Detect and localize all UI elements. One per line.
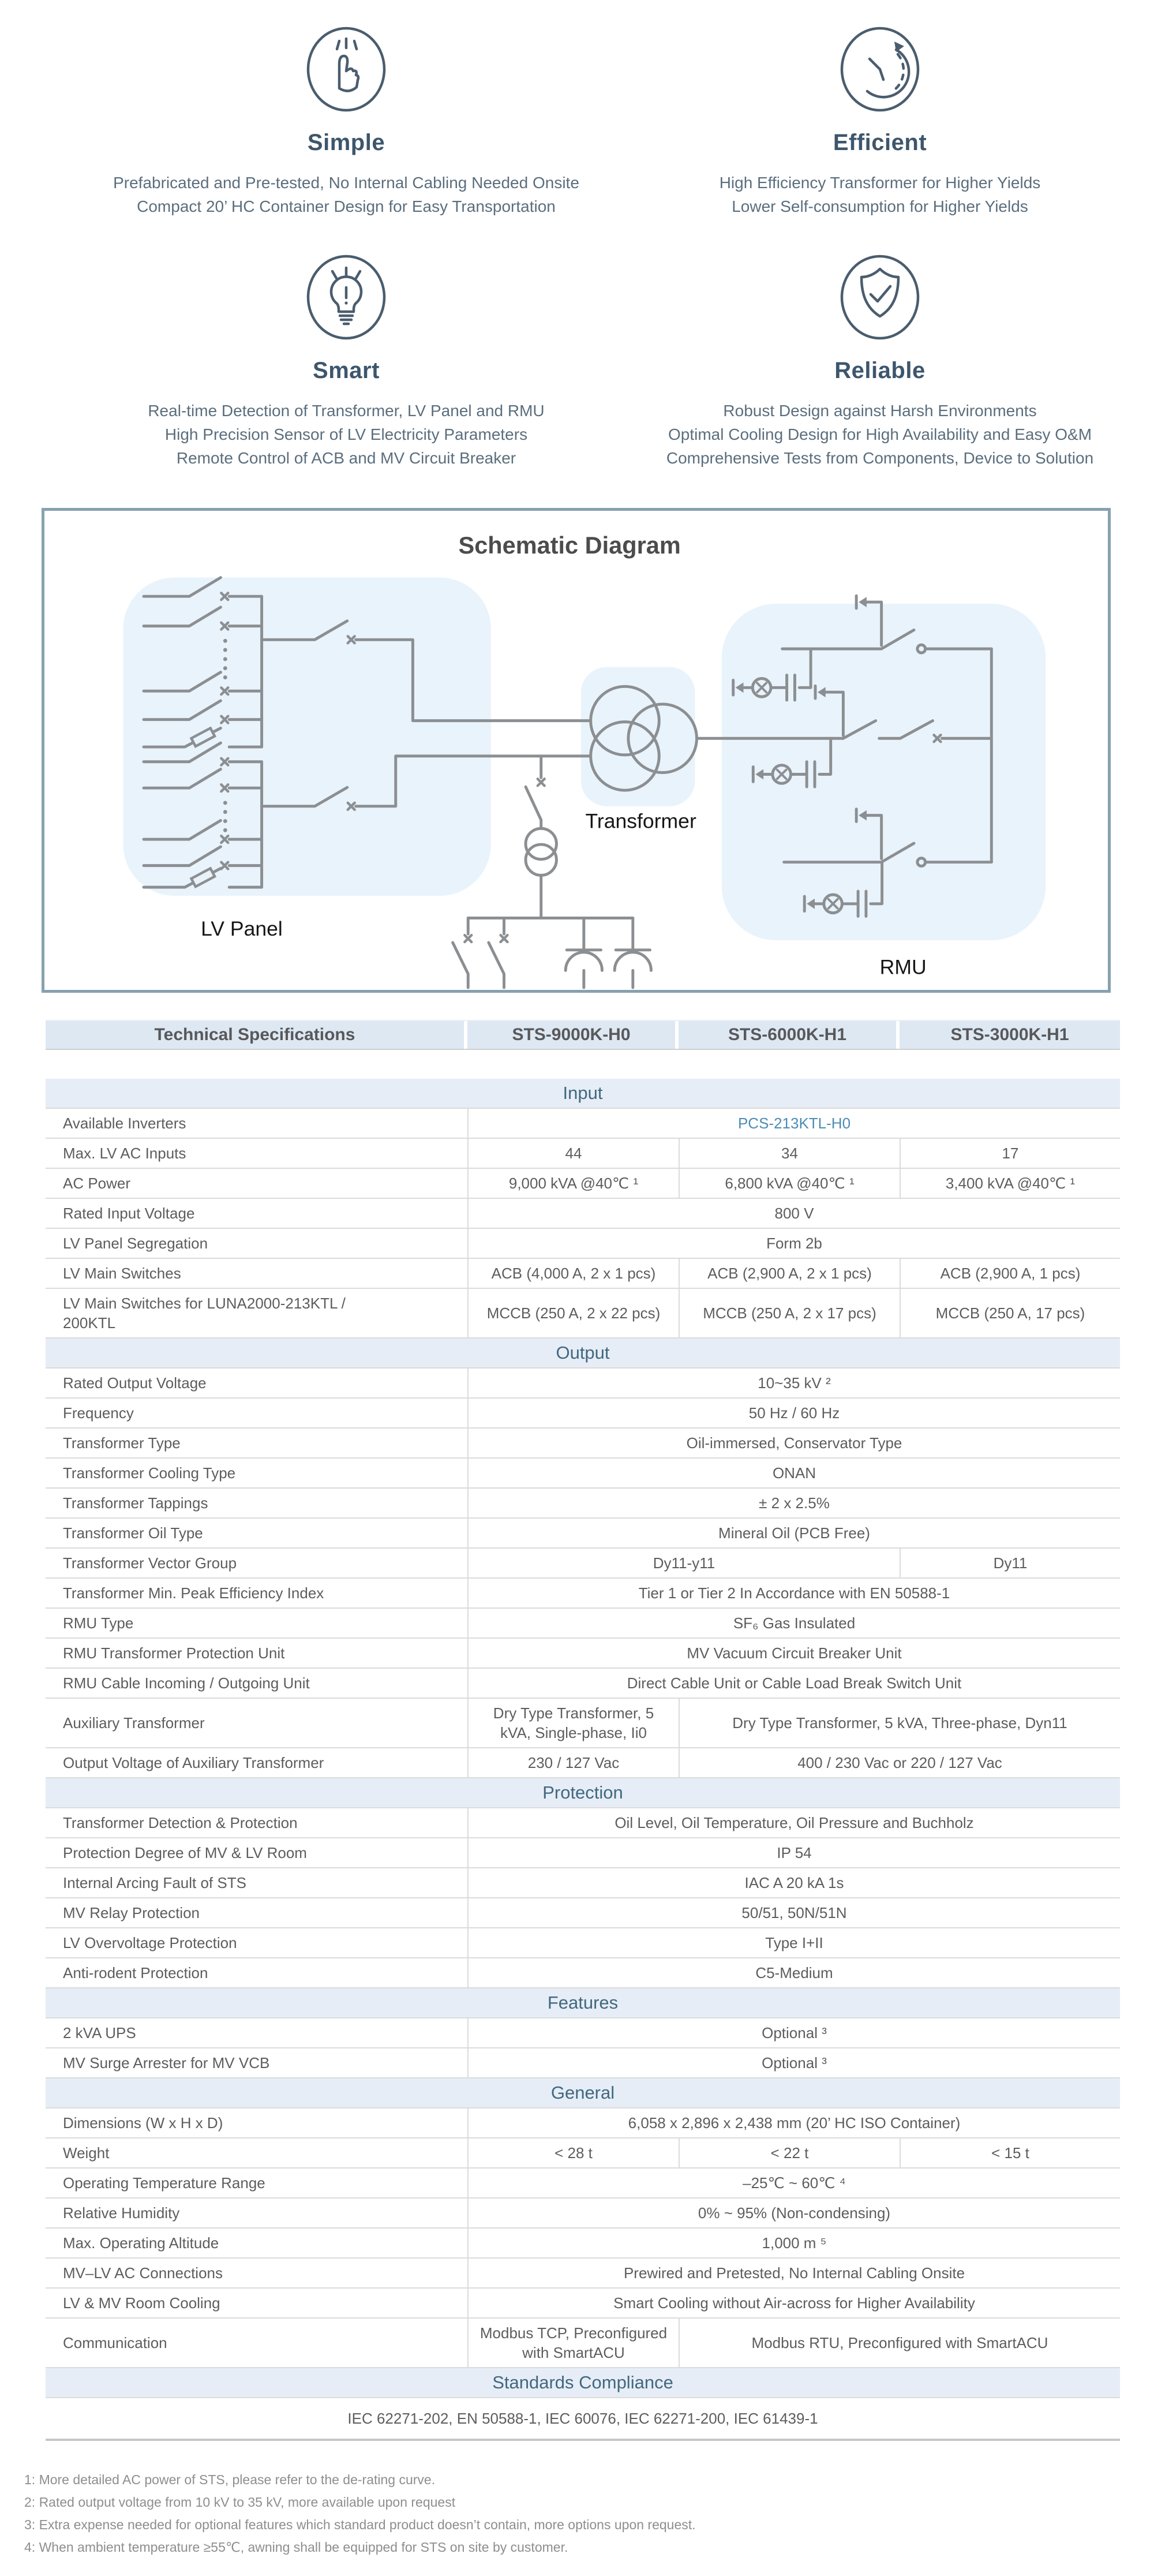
table-row (46, 2108, 1120, 2138)
spec-label: Transformer Detection & Protection (63, 1814, 298, 1831)
feature-description (0, 171, 692, 218)
spec-label: Operating Temperature Range (63, 2174, 265, 2192)
spec-label: Rated Input Voltage (63, 1205, 195, 1222)
feature-line: Remote Control of ACB and MV Circuit Breaker (176, 449, 516, 467)
spec-value: Tier 1 or Tier 2 In Accordance with EN 50588-1 (467, 1579, 1120, 1607)
spec-value: ± 2 x 2.5% (467, 1489, 1120, 1517)
spec-value: Direct Cable Unit or Cable Load Break Switch Unit (467, 1669, 1120, 1698)
spec-label: Transformer Min. Peak Efficiency Index (63, 1584, 324, 1602)
spec-value: Modbus RTU, Preconfigured with SmartACU (679, 2319, 1120, 2367)
footnote: 1: More detailed AC power of STS, please refer to the de-rating curve. (24, 2472, 436, 2487)
feature-line: Real-time Detection of Transformer, LV Panel and RMU (148, 402, 545, 420)
spec-value: 3,400 kVA @40℃ ¹ (900, 1169, 1120, 1198)
header-model-3: STS-3000K-H1 (950, 1025, 1069, 1044)
rmu-area (722, 604, 1046, 940)
feature-card-reliable (606, 254, 1154, 470)
section-row: Output (46, 1339, 1120, 1369)
spec-table-body (46, 1079, 1120, 2441)
spec-value: < 28 t (467, 2138, 679, 2167)
table-row (46, 1898, 1120, 1928)
spec-value: Smart Cooling without Air-across for Higher Availability (467, 2289, 1120, 2317)
spec-value: PCS-213KTL-H0 (467, 1109, 1120, 1138)
spec-label: LV & MV Room Cooling (63, 2294, 220, 2312)
feature-line: High Efficiency Transformer for Higher Yields (719, 174, 1041, 192)
spec-value: C5-Medium (467, 1958, 1120, 1987)
table-row (46, 2018, 1120, 2048)
surge-arrester-symbol (565, 918, 602, 988)
feature-title: Smart (313, 358, 380, 383)
table-row (46, 1429, 1120, 1459)
spec-value: 9,000 kVA @40℃ ¹ (467, 1169, 679, 1198)
spec-value: Dy11 (900, 1549, 1120, 1577)
spec-value: MCCB (250 A, 2 x 22 pcs) (467, 1289, 679, 1337)
spec-label: Protection Degree of MV & LV Room (63, 1844, 307, 1861)
spec-value: ACB (2,900 A, 1 pcs) (900, 1259, 1120, 1288)
schematic-panel (42, 508, 1111, 993)
feature-title: Reliable (834, 358, 926, 383)
spec-label: LV Main Switches (63, 1265, 181, 1282)
spec-value: 230 / 127 Vac (467, 1748, 679, 1777)
spec-value: IP 54 (467, 1838, 1120, 1867)
section-row: General (46, 2078, 1120, 2108)
feature-title: Simple (307, 130, 385, 155)
feature-description (0, 399, 692, 470)
table-row (46, 1139, 1120, 1169)
table-row (46, 1868, 1120, 1898)
spec-value: 17 (900, 1139, 1120, 1168)
table-row (46, 1958, 1120, 1988)
feature-line: High Precision Sensor of LV Electricity Parameters (164, 425, 528, 443)
spec-label: AC Power (63, 1175, 131, 1192)
feature-card-smart (0, 254, 692, 470)
table-row (46, 2259, 1120, 2289)
spec-label: Weight (63, 2144, 110, 2162)
footnote: 4: When ambient temperature ≥55℃, awning shall be equipped for STS on site by customer. (24, 2540, 568, 2555)
spec-label: Auxiliary Transformer (63, 1714, 205, 1732)
feature-description (606, 399, 1154, 470)
footnote: 2: Rated output voltage from 10 kV to 35 kV, more available upon request (24, 2495, 456, 2510)
section-row: Input (46, 1079, 1120, 1109)
transformer-label: Transformer (585, 809, 696, 833)
feature-line: Lower Self-consumption for Higher Yields (732, 197, 1028, 215)
spec-value: 50 Hz / 60 Hz (467, 1399, 1120, 1427)
table-row (46, 2199, 1120, 2229)
spec-label: Dimensions (W x H x D) (63, 2114, 223, 2132)
table-row (46, 1699, 1120, 1748)
lightbulb-icon (306, 254, 387, 341)
feature-line: Compact 20’ HC Container Design for Easy Transportation (137, 197, 556, 215)
spec-value: 400 / 230 Vac or 220 / 127 Vac (679, 1748, 1120, 1777)
spec-label: Internal Arcing Fault of STS (63, 1874, 246, 1891)
clock-icon (840, 26, 920, 113)
spec-value: Prewired and Pretested, No Internal Cabling Onsite (467, 2259, 1120, 2287)
feature-line: Robust Design against Harsh Environments (723, 402, 1037, 420)
feature-line: Optimal Cooling Design for High Availability and Easy O&M (668, 425, 1092, 443)
spec-value: < 15 t (900, 2138, 1120, 2167)
section-row: Standards Compliance (46, 2368, 1120, 2398)
spec-label: Relative Humidity (63, 2204, 180, 2222)
spec-value: ACB (4,000 A, 2 x 1 pcs) (467, 1259, 679, 1288)
header-title: Technical Specifications (46, 1021, 467, 1049)
spec-value: IAC A 20 kA 1s (467, 1868, 1120, 1897)
spec-value: Oil Level, Oil Temperature, Oil Pressure and Buchholz (467, 1808, 1120, 1837)
spec-label: 2 kVA UPS (63, 2024, 136, 2042)
spec-value: Form 2b (467, 1229, 1120, 1258)
table-row (46, 1399, 1120, 1429)
spec-value: 10~35 kV ² (467, 1369, 1120, 1397)
table-row (46, 1199, 1120, 1229)
table-row (46, 2289, 1120, 2319)
spec-label: Transformer Cooling Type (63, 1464, 236, 1482)
spec-label: Available Inverters (63, 1115, 186, 1132)
spec-label: Rated Output Voltage (63, 1374, 207, 1392)
table-row (46, 1109, 1120, 1139)
table-row (46, 1169, 1120, 1199)
table-row (46, 2138, 1120, 2169)
spec-value: 800 V (467, 1199, 1120, 1228)
spec-label: Transformer Oil Type (63, 1524, 203, 1542)
header-model-1: STS-9000K-H0 (467, 1021, 679, 1049)
spec-label: Communication (63, 2334, 167, 2351)
table-row (46, 1489, 1120, 1519)
header-model-2: STS-6000K-H1 (679, 1021, 900, 1049)
spec-label: Anti-rodent Protection (63, 1964, 208, 1981)
schematic-diagram (44, 511, 1108, 990)
snap-fingers-icon (306, 26, 387, 113)
spec-value: Dry Type Transformer, 5 kVA, Single-phase, Ii0 (467, 1699, 679, 1747)
table-row (46, 1229, 1120, 1259)
spec-label: Output Voltage of Auxiliary Transformer (63, 1754, 324, 1771)
table-row (46, 2229, 1120, 2259)
table-row (46, 1838, 1120, 1868)
spec-value: 1,000 m ⁵ (467, 2229, 1120, 2257)
table-row (46, 1549, 1120, 1579)
spec-label: LV Overvoltage Protection (63, 1934, 237, 1951)
table-row (46, 1579, 1120, 1609)
spec-value: Dy11-y11 (467, 1549, 900, 1577)
spec-value: MCCB (250 A, 2 x 17 pcs) (679, 1289, 900, 1337)
feature-line: Prefabricated and Pre-tested, No Internal Cabling Needed Onsite (113, 174, 579, 192)
spec-value: 50/51, 50N/51N (467, 1898, 1120, 1927)
table-row (46, 1609, 1120, 1639)
table-row (46, 2169, 1120, 2199)
table-row (46, 2319, 1120, 2368)
feature-card-simple (0, 26, 692, 218)
spec-label: Max. Operating Altitude (63, 2234, 219, 2252)
spec-label: Transformer Type (63, 1434, 181, 1452)
spec-label: RMU Transformer Protection Unit (63, 1644, 285, 1662)
table-row (46, 1639, 1120, 1669)
spec-value: MCCB (250 A, 17 pcs) (900, 1289, 1120, 1337)
footnotes (24, 2469, 1154, 2576)
lv-panel-label: LV Panel (201, 917, 283, 941)
spec-value: –25℃ ~ 60℃ ⁴ (467, 2169, 1120, 2197)
spec-value: 44 (467, 1139, 679, 1168)
spec-label: MV Surge Arrester for MV VCB (63, 2054, 270, 2072)
spec-value: Dry Type Transformer, 5 kVA, Three-phase, Dyn11 (679, 1699, 1120, 1747)
spec-label: Frequency (63, 1404, 134, 1422)
spec-value: ACB (2,900 A, 2 x 1 pcs) (679, 1259, 900, 1288)
spec-label: RMU Type (63, 1614, 134, 1632)
spec-value: SF₆ Gas Insulated (467, 1609, 1120, 1637)
schematic-title: Schematic Diagram (458, 532, 681, 559)
rmu-label: RMU (879, 955, 927, 979)
table-row (46, 1259, 1120, 1289)
spec-value: MV Vacuum Circuit Breaker Unit (467, 1639, 1120, 1668)
spec-value: Optional ³ (467, 2048, 1120, 2077)
feature-line: Comprehensive Tests from Components, Device to Solution (666, 449, 1094, 467)
spec-value: ONAN (467, 1459, 1120, 1487)
feature-card-efficient (606, 26, 1154, 218)
spec-label: LV Panel Segregation (63, 1235, 208, 1252)
spec-label: Transformer Vector Group (63, 1554, 237, 1572)
spec-value: Mineral Oil (PCB Free) (467, 1519, 1120, 1547)
feature-description (606, 171, 1154, 218)
spec-value: 0% ~ 95% (Non-condensing) (467, 2199, 1120, 2227)
spec-label: Transformer Tappings (63, 1494, 208, 1512)
footnote: 3: Extra expense needed for optional features which standard product doesn’t contain, more options upon request. (24, 2517, 696, 2532)
table-row (46, 2398, 1120, 2441)
spec-value: Type I+II (467, 1928, 1120, 1957)
spec-label: MV–LV AC Connections (63, 2264, 223, 2282)
table-row (46, 1808, 1120, 1838)
table-row (46, 1928, 1120, 1958)
spec-value: < 22 t (679, 2138, 900, 2167)
section-row: Protection (46, 1778, 1120, 1808)
spec-table (46, 1020, 1120, 2441)
spec-value: Optional ³ (467, 2018, 1120, 2047)
spec-value: IEC 62271-202, EN 50588-1, IEC 60076, IEC 62271-200, IEC 61439-1 (347, 2410, 818, 2427)
spec-label: Max. LV AC Inputs (63, 1145, 186, 1162)
features-section (0, 0, 1154, 508)
feature-title: Efficient (833, 130, 927, 155)
table-row (46, 2048, 1120, 2078)
spec-value: 6,058 x 2,896 x 2,438 mm (20’ HC ISO Container) (467, 2108, 1120, 2137)
spec-label: MV Relay Protection (63, 1904, 200, 1921)
shield-check-icon (840, 254, 920, 341)
table-row (46, 1748, 1120, 1778)
spec-value: Modbus TCP, Preconfigured with SmartACU (467, 2319, 679, 2367)
spec-label: RMU Cable Incoming / Outgoing Unit (63, 1674, 310, 1692)
spec-label: LV Main Switches for LUNA2000-213KTL / 200KTL (63, 1295, 346, 1332)
table-row (46, 1369, 1120, 1399)
table-row (46, 1459, 1120, 1489)
spec-value: Oil-immersed, Conservator Type (467, 1429, 1120, 1457)
spec-value: 34 (679, 1139, 900, 1168)
spec-value: 6,800 kVA @40℃ ¹ (679, 1169, 900, 1198)
table-row (46, 1289, 1120, 1339)
table-row (46, 1669, 1120, 1699)
table-row (46, 1519, 1120, 1549)
surge-arrester-symbol (615, 918, 651, 988)
spec-table-header (46, 1020, 1120, 1050)
section-row: Features (46, 1988, 1120, 2018)
